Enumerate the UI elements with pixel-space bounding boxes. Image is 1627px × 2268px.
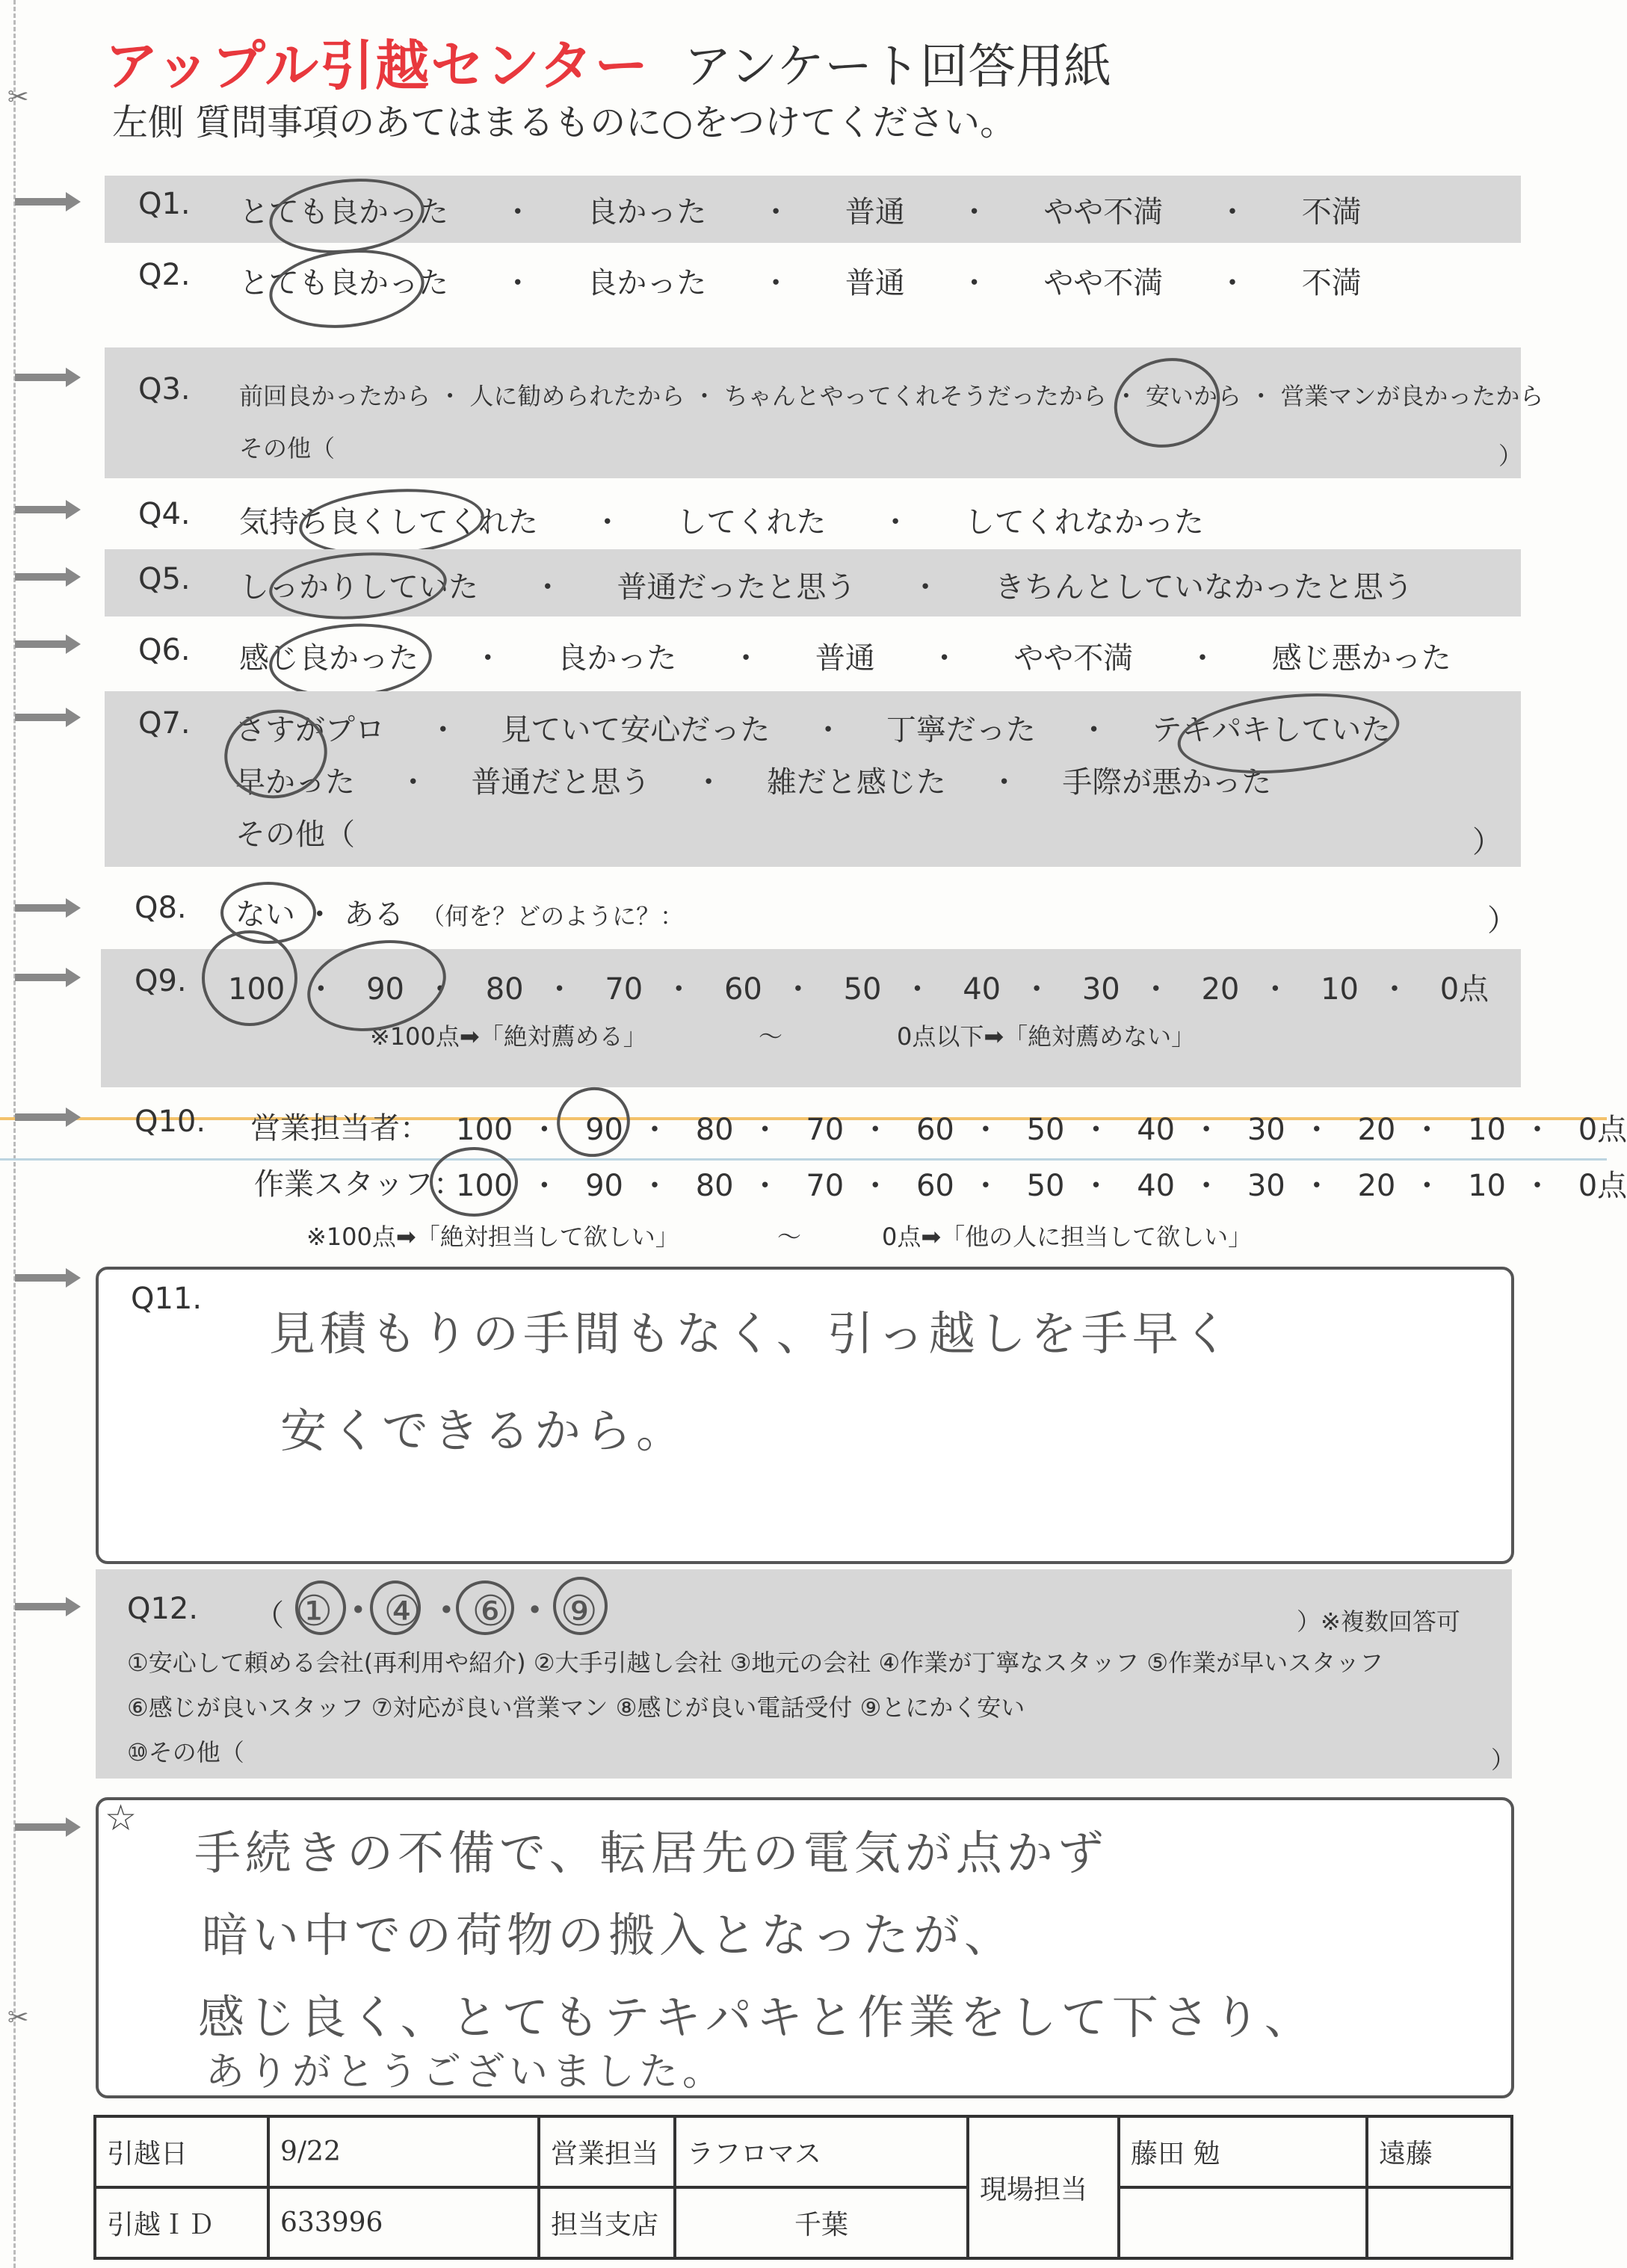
q8-options: ない ・ ある （何を？どのように？： (235, 897, 685, 932)
q11-handwritten-line-1: 見積もりの手間もなく、引っ越しを手早く (269, 1306, 1234, 1361)
q6-option[interactable]: 感じ悪かった (1271, 641, 1451, 676)
arrow-icon (15, 198, 67, 206)
q10-sales-label: 営業担当者： (250, 1111, 430, 1146)
q9-score[interactable]: 70 (605, 972, 643, 1007)
branch-value: 千葉 (675, 2187, 968, 2258)
q10-staff-score[interactable]: 80 (695, 1169, 734, 1203)
q10-staff-score[interactable]: 30 (1247, 1169, 1285, 1203)
q5-number: Q5. (138, 562, 191, 596)
q1-option[interactable]: 普通 (845, 195, 905, 229)
q9-score[interactable]: 80 (485, 972, 524, 1007)
q7-option[interactable]: 丁寧だった (886, 713, 1036, 747)
q10-sales-score[interactable]: 40 (1137, 1113, 1176, 1147)
q12-circle-9 (553, 1577, 608, 1635)
q2-option[interactable]: 普通 (845, 266, 905, 300)
move-id-label: 引越ＩＤ (95, 2187, 268, 2258)
q8-number: Q8. (135, 891, 187, 925)
q12-options-line1: ①安心して頼める会社(再利用や紹介) ②大手引越し会社 ③地元の会社 ④作業が丁寧なスタッフ ⑤作業が早いスタッフ (127, 1649, 1384, 1677)
q6-answer-circle (267, 619, 434, 703)
q12-options-line3: ⑩その他（ (127, 1738, 244, 1767)
q10-staff-label: 作業スタッフ： (254, 1167, 463, 1202)
arrow-icon (15, 714, 67, 721)
q9-note-left: ※100点➡「絶対薦める」 (370, 1022, 647, 1051)
q8-option[interactable]: ない ・ ある (235, 897, 404, 932)
q4-number: Q4. (138, 497, 191, 531)
q11-handwritten-line-2: 安くできるから。 (280, 1403, 688, 1458)
q10-staff-score[interactable]: 60 (916, 1169, 954, 1203)
q6-option[interactable]: 感じ良かった (239, 641, 419, 676)
q9-score[interactable]: 50 (843, 972, 882, 1007)
q9-score[interactable]: 30 (1081, 972, 1120, 1007)
move-date-value: 9/22 (268, 2116, 539, 2187)
q3-other-close: ） (1498, 442, 1523, 470)
arrow-icon (15, 904, 67, 912)
arrow-icon (15, 1823, 67, 1831)
comment-line-2: 暗い中での荷物の搬入となったが、 (202, 1908, 1016, 1962)
q9-answer-circle-1 (202, 930, 297, 1026)
arrow-icon (15, 1603, 67, 1610)
q12-circle-6 (456, 1581, 514, 1635)
q1-option[interactable]: 良かった (587, 195, 707, 229)
q9-score[interactable]: 60 (723, 972, 762, 1007)
q12-number: Q12. (127, 1592, 199, 1626)
site-value-1: 藤田 勉 (1119, 2116, 1367, 2187)
q10-staff-answer-circle (430, 1147, 518, 1217)
q7-option[interactable]: 雑だと感じた (766, 765, 946, 800)
q7-options-row2: 早かった ・ 普通だと思う ・ 雑だと感じた ・ 手際が悪かった (235, 765, 1272, 800)
arrow-icon (15, 640, 67, 648)
q12-options-line2: ⑥感じが良いスタッフ ⑦対応が良い営業マン ⑧感じが良い電話受付 ⑨とにかく安い (127, 1693, 1025, 1722)
q4-option[interactable]: してくれなかった (964, 505, 1204, 540)
q3-other: その他（ (239, 434, 336, 463)
q9-score[interactable]: 40 (963, 972, 1001, 1007)
q8-close: ） (1487, 903, 1517, 938)
q1-option[interactable]: 不満 (1301, 195, 1362, 229)
q10-note-right: 0点➡「他の人に担当して欲しい」 (882, 1223, 1253, 1251)
sales-label: 営業担当 (539, 2116, 675, 2187)
instruction-text: 左側 質問事項のあてはまるものに○をつけてください。 (112, 102, 1016, 143)
q6-number: Q6. (138, 633, 191, 667)
q10-number: Q10. (135, 1104, 206, 1139)
q6-option[interactable]: 普通 (815, 641, 875, 676)
q9-score[interactable]: 100 (228, 972, 285, 1007)
comment-line-3: 感じ良く、とてもテキパキと作業をして下さり、 (198, 1990, 1315, 2045)
q1-option[interactable]: とても良かった (239, 195, 448, 229)
site-empty-1 (1119, 2187, 1367, 2258)
q4-option[interactable]: してくれた (676, 505, 827, 540)
scissors-mark: ✂ (7, 82, 29, 112)
q7-option[interactable]: テキパキしていた (1152, 713, 1392, 747)
q6-option[interactable]: やや不満 (1013, 641, 1134, 676)
q7-options-row1: さすがプロ ・ 見ていて安心だった ・ 丁寧だった ・ テキパキしていた (235, 713, 1392, 747)
q3-number: Q3. (138, 372, 191, 407)
q10-sales-score[interactable]: 20 (1357, 1113, 1396, 1147)
site-empty-2 (1367, 2187, 1512, 2258)
q10-sales-score[interactable]: 70 (806, 1113, 845, 1147)
branch-label: 担当支店 (539, 2187, 675, 2258)
q7-option[interactable]: さすがプロ (235, 713, 385, 747)
q9-note-mid: 〜 (759, 1022, 783, 1051)
q7-option[interactable]: 普通だと思う (471, 765, 651, 800)
q10-sales-score[interactable]: 90 (585, 1113, 623, 1147)
q12-circle-1 (295, 1581, 346, 1635)
q9-scale: 100 ・ 90 ・ 80 ・ 70 ・ 60 ・ 50 ・ 40 ・ 30 ・ 20 ・ 10 ・ 0点 (228, 972, 1489, 1007)
q2-answer-circle (265, 242, 428, 335)
q1-options: とても良かった ・ 良かった ・ 普通 ・ やや不満 ・ 不満 (239, 195, 1362, 229)
q10-sales-score[interactable]: 60 (916, 1113, 954, 1147)
q7-option[interactable]: 手際が悪かった (1062, 765, 1272, 800)
site-label: 現場担当 (968, 2116, 1119, 2258)
q2-options: とても良かった ・ 良かった ・ 普通 ・ やや不満 ・ 不満 (239, 266, 1362, 300)
q9-score[interactable]: 10 (1321, 972, 1359, 1007)
q7-option[interactable]: 見ていて安心だった (501, 713, 771, 747)
q7-number: Q7. (138, 706, 191, 741)
q10-staff-score[interactable]: 90 (585, 1169, 623, 1203)
q10-staff-score[interactable]: 50 (1026, 1169, 1065, 1203)
q9-score[interactable]: 0点 (1439, 972, 1489, 1007)
q7-other-close: ） (1472, 825, 1502, 859)
q10-staff-scale: 100 ・ 90 ・ 80 ・ 70 ・ 60 ・ 50 ・ 40 ・ 30 ・ 20 ・ 10 ・ 0点 (456, 1169, 1627, 1203)
comment-line-1: 手続きの不備で、転居先の電気が点かず (194, 1826, 1108, 1880)
q5-option[interactable]: 普通だったと思う (617, 570, 856, 605)
q5-options: しっかりしていた ・ 普通だったと思う ・ きちんとしていなかったと思う (239, 570, 1413, 605)
q7-option[interactable]: 早かった (235, 765, 355, 800)
q10-staff-score[interactable]: 70 (806, 1169, 845, 1203)
q10-staff-score[interactable]: 100 (456, 1169, 513, 1203)
q10-sales-score[interactable]: 50 (1026, 1113, 1065, 1147)
arrow-icon (15, 1274, 67, 1282)
q5-option[interactable]: きちんとしていなかったと思う (994, 570, 1413, 605)
q12-circle-4 (370, 1581, 421, 1635)
q6-option[interactable]: 良かった (557, 641, 677, 676)
q12-close: ） (1491, 1746, 1516, 1774)
q9-score[interactable]: 20 (1201, 972, 1240, 1007)
arrow-icon (15, 506, 67, 513)
document-title: アンケート回答用紙 (684, 40, 1112, 95)
site-value-2: 遠藤 (1367, 2116, 1512, 2187)
q7-other: その他（ (235, 818, 355, 852)
q10-sales-score[interactable]: 100 (456, 1113, 513, 1147)
q6-options: 感じ良かった ・ 良かった ・ 普通 ・ やや不満 ・ 感じ悪かった (239, 641, 1451, 676)
q10-staff-score[interactable]: 0点 (1578, 1169, 1627, 1203)
q9-score[interactable]: 90 (366, 972, 404, 1007)
star-icon: ☆ (105, 1797, 138, 1839)
arrow-icon (15, 573, 67, 581)
q4-option[interactable]: 気持ち良くしてくれた (239, 505, 538, 540)
move-date-label: 引越日 (95, 2116, 268, 2187)
q10-note-left: ※100点➡「絶対担当して欲しい」 (306, 1223, 679, 1251)
highlight-stripe-blue (0, 1158, 1607, 1161)
binding-edge (13, 0, 20, 2268)
q10-sales-score[interactable]: 0点 (1578, 1113, 1627, 1147)
q11-number: Q11. (131, 1282, 203, 1316)
q10-staff-score[interactable]: 20 (1357, 1169, 1396, 1203)
arrow-icon (15, 1113, 67, 1121)
brand-logo: アップル引越センター (105, 34, 650, 97)
q2-option[interactable]: やや不満 (1043, 266, 1164, 300)
arrow-icon (15, 374, 67, 381)
q9-number: Q9. (135, 964, 187, 998)
arrow-icon (15, 974, 67, 981)
q9-note-right: 0点以下➡「絶対薦めない」 (897, 1022, 1196, 1051)
q10-sales-score[interactable]: 80 (695, 1113, 734, 1147)
q10-sales-scale: 100 ・ 90 ・ 80 ・ 70 ・ 60 ・ 50 ・ 40 ・ 30 ・ 20 ・ 10 ・ 0点 (456, 1113, 1627, 1147)
q10-staff-score[interactable]: 40 (1137, 1169, 1176, 1203)
q10-sales-score[interactable]: 30 (1247, 1113, 1285, 1147)
move-id-value: 633996 (268, 2187, 539, 2258)
scissors-mark-lower: ✂ (7, 2003, 29, 2033)
q1-option[interactable]: やや不満 (1043, 195, 1164, 229)
footer-table (93, 2115, 1513, 2260)
q5-option[interactable]: しっかりしていた (239, 570, 478, 605)
q10-staff-score[interactable]: 10 (1468, 1169, 1506, 1203)
q2-option[interactable]: 不満 (1301, 266, 1362, 300)
sales-value: ラフロマス (675, 2116, 968, 2187)
q12-note: ）※複数回答可 (1297, 1607, 1460, 1636)
q3-options: 前回良かったから ・ 人に勧められたから ・ ちゃんとやってくれそうだったから ・ 安いから ・ 営業マンが良かったから (239, 382, 1544, 410)
q10-sales-score[interactable]: 10 (1468, 1113, 1506, 1147)
q12-answers: ①・④・⑥・⑨ (295, 1587, 602, 1636)
q10-sales-answer-circle (549, 1079, 638, 1165)
q2-number: Q2. (138, 258, 191, 292)
q4-options: 気持ち良くしてくれた ・ してくれた ・ してくれなかった (239, 505, 1204, 540)
q2-option[interactable]: 良かった (587, 266, 707, 300)
q1-number: Q1. (138, 187, 191, 221)
q2-option[interactable]: とても良かった (239, 266, 448, 300)
q12-open: （ (254, 1598, 284, 1633)
comment-line-4: ありがとうございました。 (206, 2050, 726, 2095)
q10-note-mid: 〜 (777, 1223, 802, 1251)
